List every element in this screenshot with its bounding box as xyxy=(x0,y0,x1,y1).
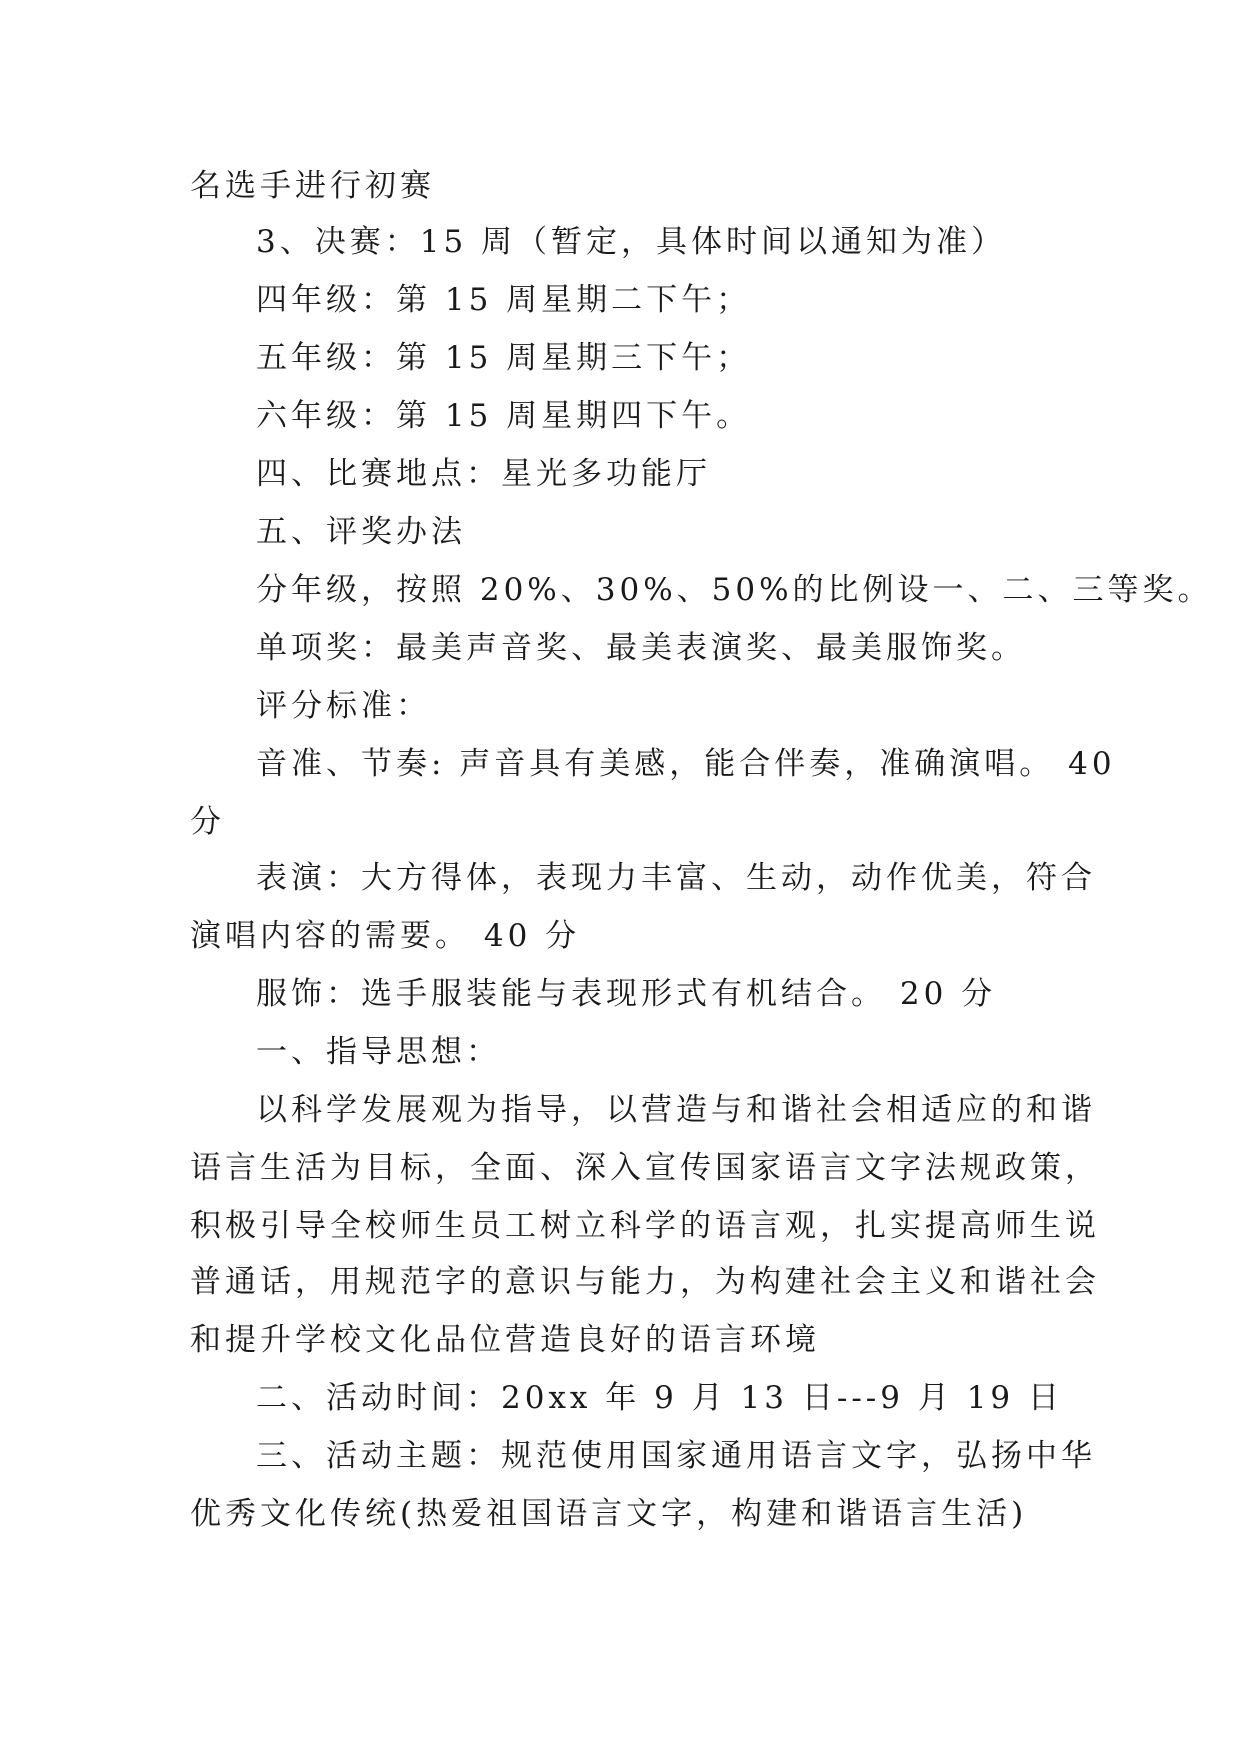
text-line: 以科学发展观为指导，以营造与和谐社会相适应的和谐 xyxy=(256,1092,1096,1128)
text-line: 积极引导全校师生员工树立科学的语言观，扎实提高师生说 xyxy=(190,1208,1100,1244)
text-line: 一、指导思想： xyxy=(256,1034,501,1070)
text-line: 表演：大方得体，表现力丰富、生动，动作优美，符合 xyxy=(256,860,1096,896)
text-line: 普通话，用规范字的意识与能力，为构建社会主义和谐社会 xyxy=(190,1264,1100,1300)
text-line: 四年级：第 15 周星期二下午； xyxy=(256,282,752,318)
text-line: 分年级，按照 20%、30%、50%的比例设一、二、三等奖。 xyxy=(256,572,1213,608)
text-line: 二、活动时间：20xx 年 9 月 13 日---9 月 19 日 xyxy=(256,1380,1064,1416)
text-line: 四、比赛地点：星光多功能厅 xyxy=(256,456,711,492)
text-line: 五、评奖办法 xyxy=(256,514,466,550)
text-line: 五年级：第 15 周星期三下午； xyxy=(256,340,752,376)
text-line: 六年级：第 15 周星期四下午。 xyxy=(256,398,752,434)
text-line: 名选手进行初赛 xyxy=(190,168,435,204)
text-line: 分 xyxy=(190,804,225,840)
text-line: 评分标准： xyxy=(256,688,431,724)
text-line: 和提升学校文化品位营造良好的语言环境 xyxy=(190,1322,820,1358)
text-line: 音准、节奏: 声音具有美感，能合伴奏，准确演唱。 40 xyxy=(256,746,1116,782)
text-line: 3、决赛：15 周（暂定，具体时间以通知为准） xyxy=(256,224,1007,260)
text-line: 演唱内容的需要。 40 分 xyxy=(190,918,581,954)
text-line: 服饰：选手服装能与表现形式有机结合。 20 分 xyxy=(256,976,997,1012)
text-line: 优秀文化传统(热爱祖国语言文字，构建和谐语言生活) xyxy=(190,1496,1028,1532)
text-line: 语言生活为目标，全面、深入宣传国家语言文字法规政策， xyxy=(190,1150,1100,1186)
text-line: 单项奖：最美声音奖、最美表演奖、最美服饰奖。 xyxy=(256,630,1026,666)
text-line: 三、活动主题：规范使用国家通用语言文字，弘扬中华 xyxy=(256,1438,1096,1474)
